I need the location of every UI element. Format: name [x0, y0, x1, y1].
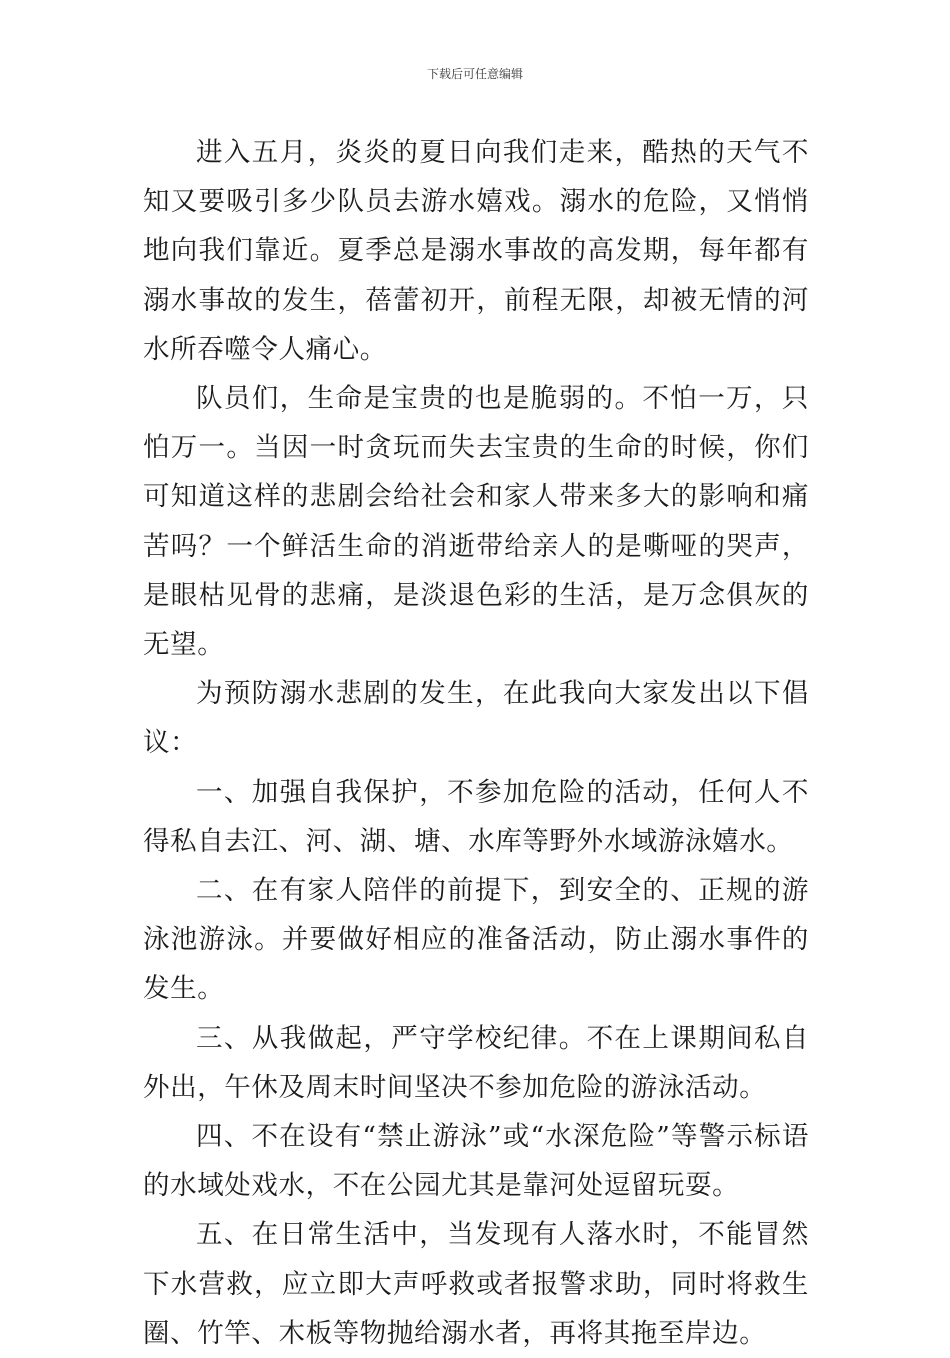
page-header: 下载后可任意编辑	[426, 67, 523, 81]
paragraph-warning: 队员们，生命是宝贵的也是脆弱的。不怕一万，只怕万一。当因一时贪玩而失去宝贵的生命的时候，你们可知道这样的悲剧会给社会和家人带来多大的影响和痛苦吗？一个鲜活生命的消逝带给亲人的是嘶哑的哭声，是眼枯见骨的悲痛，是淡退色彩的生活，是万念俱灰的无望。	[143, 383, 809, 661]
proposal-item-3: 三、从我做起，严守学校纪律。不在上课期间私自外出，午休及周末时间坚决不参加危险的游泳活动。	[143, 1022, 809, 1103]
proposal-item-1: 一、加强自我保护，不参加危险的活动，任何人不得私自去江、河、湖、塘、水库等野外水域游泳嬉水。	[143, 776, 809, 857]
proposal-item-2: 二、在有家人陪伴的前提下，到安全的、正规的游泳池游泳。并要做好相应的准备活动，防止溺水事件的发生。	[143, 875, 809, 1005]
paragraph-intro: 进入五月，炎炎的夏日向我们走来，酷热的天气不知又要吸引多少队员去游水嬉戏。溺水的危险，又悄悄地向我们靠近。夏季总是溺水事故的高发期，每年都有溺水事故的发生，蓓蕾初开，前程无限，却被无情的河水所吞噬令人痛心。	[143, 137, 809, 365]
paragraph-proposal-lead: 为预防溺水悲剧的发生，在此我向大家发出以下倡议：	[143, 678, 809, 759]
document-body	[143, 128, 809, 1358]
proposal-item-4: 四、不在设有“禁止游泳”或“水深危险”等警示标语的水域处戏水，不在公园尤其是靠河处逗留玩耍。	[143, 1121, 809, 1202]
proposal-item-5: 五、在日常生活中，当发现有人落水时，不能冒然下水营救，应立即大声呼救或者报警求助，同时将救生圈、竹竿、木板等物抛给溺水者，再将其拖至岸边。	[143, 1219, 809, 1349]
